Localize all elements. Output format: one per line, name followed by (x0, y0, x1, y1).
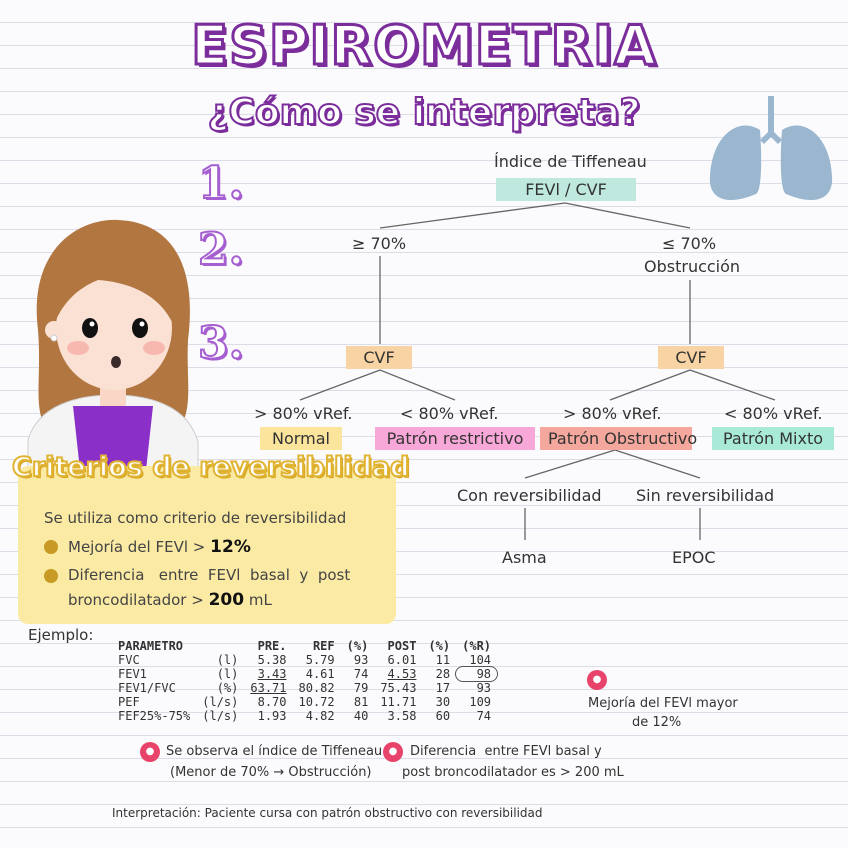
table-cell: 11.71 (380, 695, 417, 709)
table-cell: 63.71 (250, 681, 287, 695)
page-subtitle: ¿Cómo se interpreta? (207, 92, 641, 133)
page-title: ESPIROMETRIA (191, 14, 657, 77)
table-cell: 80.82 (298, 681, 335, 695)
table-cell: FEF25%-75% (118, 709, 191, 723)
step-1: 1. (198, 158, 244, 209)
criterion-difference-text: broncodilatador > (68, 591, 204, 609)
table-cell-circled: 98 (456, 667, 497, 681)
branch-le70: ≤ 70% (662, 234, 717, 253)
criterion-difference-line1: Diferencia entre FEVl basal y post (68, 566, 351, 584)
table-cell: (l/s) (202, 695, 239, 709)
table-header: POST (387, 639, 417, 653)
dx-epoc: EPOC (672, 548, 716, 567)
note2-line1: Diferencia entre FEVl basal y (410, 744, 602, 759)
table-row (112, 653, 497, 667)
table-cell: 28 (435, 667, 451, 681)
without-reversibility: Sin reversibilidad (636, 486, 775, 505)
table-row (112, 681, 497, 695)
result-restrictive: Patrón restrictivo (375, 427, 535, 450)
result-obstructive: Patrón Obstructivo (540, 427, 692, 450)
table-cell: 10.72 (298, 695, 335, 709)
table-header: PARAMETRO (118, 639, 184, 653)
obstruction-label: Obstrucción (644, 257, 741, 276)
table-header (196, 639, 244, 653)
fev1-cvf-box: FEVl / CVF (496, 178, 636, 201)
criterion-difference-value: 200 (208, 590, 245, 610)
table-header: (%) (346, 639, 369, 653)
side-note-line2: de 12% (632, 715, 682, 730)
table-cell: 93 (476, 681, 492, 695)
result-normal: Normal (260, 427, 342, 450)
cvf-box-right: CVF (658, 346, 724, 369)
tiffeneau-label: Índice de Tiffeneau (494, 152, 647, 171)
table-cell: (l) (216, 653, 239, 667)
step-3: 3. (198, 318, 244, 369)
lungs-icon (708, 96, 834, 208)
table-cell: 4.53 (387, 667, 417, 681)
table-cell: 30 (435, 695, 451, 709)
criterion-fev1 (68, 537, 251, 557)
result-mixed: Patrón Mixto (712, 427, 834, 450)
table-cell: FEV1/FVC (118, 681, 176, 695)
example-label: Ejemplo: (28, 626, 94, 644)
table-header-row (112, 639, 497, 653)
cvf-box-left: CVF (346, 346, 412, 369)
table-cell: 109 (469, 695, 492, 709)
table-cell: (l) (216, 667, 239, 681)
note1-line1: Se observa el índice de Tiffeneau (166, 744, 383, 759)
note2-line2: post broncodilatador es > 200 mL (402, 765, 624, 780)
table-cell: 5.38 (257, 653, 287, 667)
note1-line2: (Menor de 70% → Obstrucción) (170, 765, 372, 780)
table-cell: 17 (435, 681, 451, 695)
table-header: PRE. (257, 639, 287, 653)
table-cell: 3.43 (257, 667, 287, 681)
dx-asma: Asma (502, 548, 547, 567)
criterion-fev1-text: Mejoría del FEVl > (68, 538, 206, 556)
table-cell: (%) (216, 681, 239, 695)
cond-obstructive: > 80% vRef. (563, 404, 662, 423)
table-cell: 3.58 (387, 709, 417, 723)
bullet-dot (44, 569, 58, 583)
table-cell: 1.93 (257, 709, 287, 723)
interpretation-text: Interpretación: Paciente cursa con patrón obstructivo con reversibilidad (112, 806, 543, 820)
table-cell: 5.79 (305, 653, 335, 667)
note-badge-icon: ● (140, 742, 160, 762)
cond-restrictive: < 80% vRef. (400, 404, 499, 423)
table-row (112, 667, 497, 681)
reversibility-title: Criterios de reversibilidad (12, 452, 410, 483)
table-cell: 75.43 (380, 681, 417, 695)
table-cell: PEF (118, 695, 140, 709)
step-2: 2. (198, 224, 244, 275)
note-badge-icon: ● (383, 742, 403, 762)
table-cell: 60 (435, 709, 451, 723)
branch-ge70: ≥ 70% (352, 234, 407, 253)
table-cell: 11 (435, 653, 451, 667)
table-cell: 40 (353, 709, 369, 723)
criterion-fev1-value: 12% (210, 537, 251, 557)
table-cell: 93 (353, 653, 369, 667)
table-header: (%R) (462, 639, 492, 653)
spirometry-table (112, 639, 497, 723)
table-cell: 81 (353, 695, 369, 709)
table-cell: (l/s) (202, 709, 239, 723)
reversibility-intro: Se utiliza como criterio de reversibilidad (44, 509, 347, 527)
table-cell: 4.61 (305, 667, 335, 681)
criterion-difference-unit: mL (248, 591, 272, 609)
table-cell: 104 (469, 653, 492, 667)
criterion-difference-line2 (68, 590, 272, 610)
table-cell: 6.01 (387, 653, 417, 667)
table-row (112, 709, 497, 723)
table-cell: FVC (118, 653, 140, 667)
table-cell: 4.82 (305, 709, 335, 723)
note-badge-icon: ● (587, 670, 607, 690)
side-note-line1: Mejoría del FEVl mayor (588, 696, 738, 711)
bullet-dot (44, 540, 58, 554)
table-cell: 79 (353, 681, 369, 695)
table-header: (%) (428, 639, 451, 653)
table-cell: 8.70 (257, 695, 287, 709)
table-cell: FEV1 (118, 667, 147, 681)
table-cell: 74 (476, 709, 492, 723)
cond-mixed: < 80% vRef. (724, 404, 823, 423)
doctor-girl-illustration (18, 210, 208, 470)
table-header: REF (312, 639, 335, 653)
cond-normal: > 80% vRef. (254, 404, 353, 423)
with-reversibility: Con reversibilidad (457, 486, 602, 505)
table-row (112, 695, 497, 709)
table-cell: 74 (353, 667, 369, 681)
